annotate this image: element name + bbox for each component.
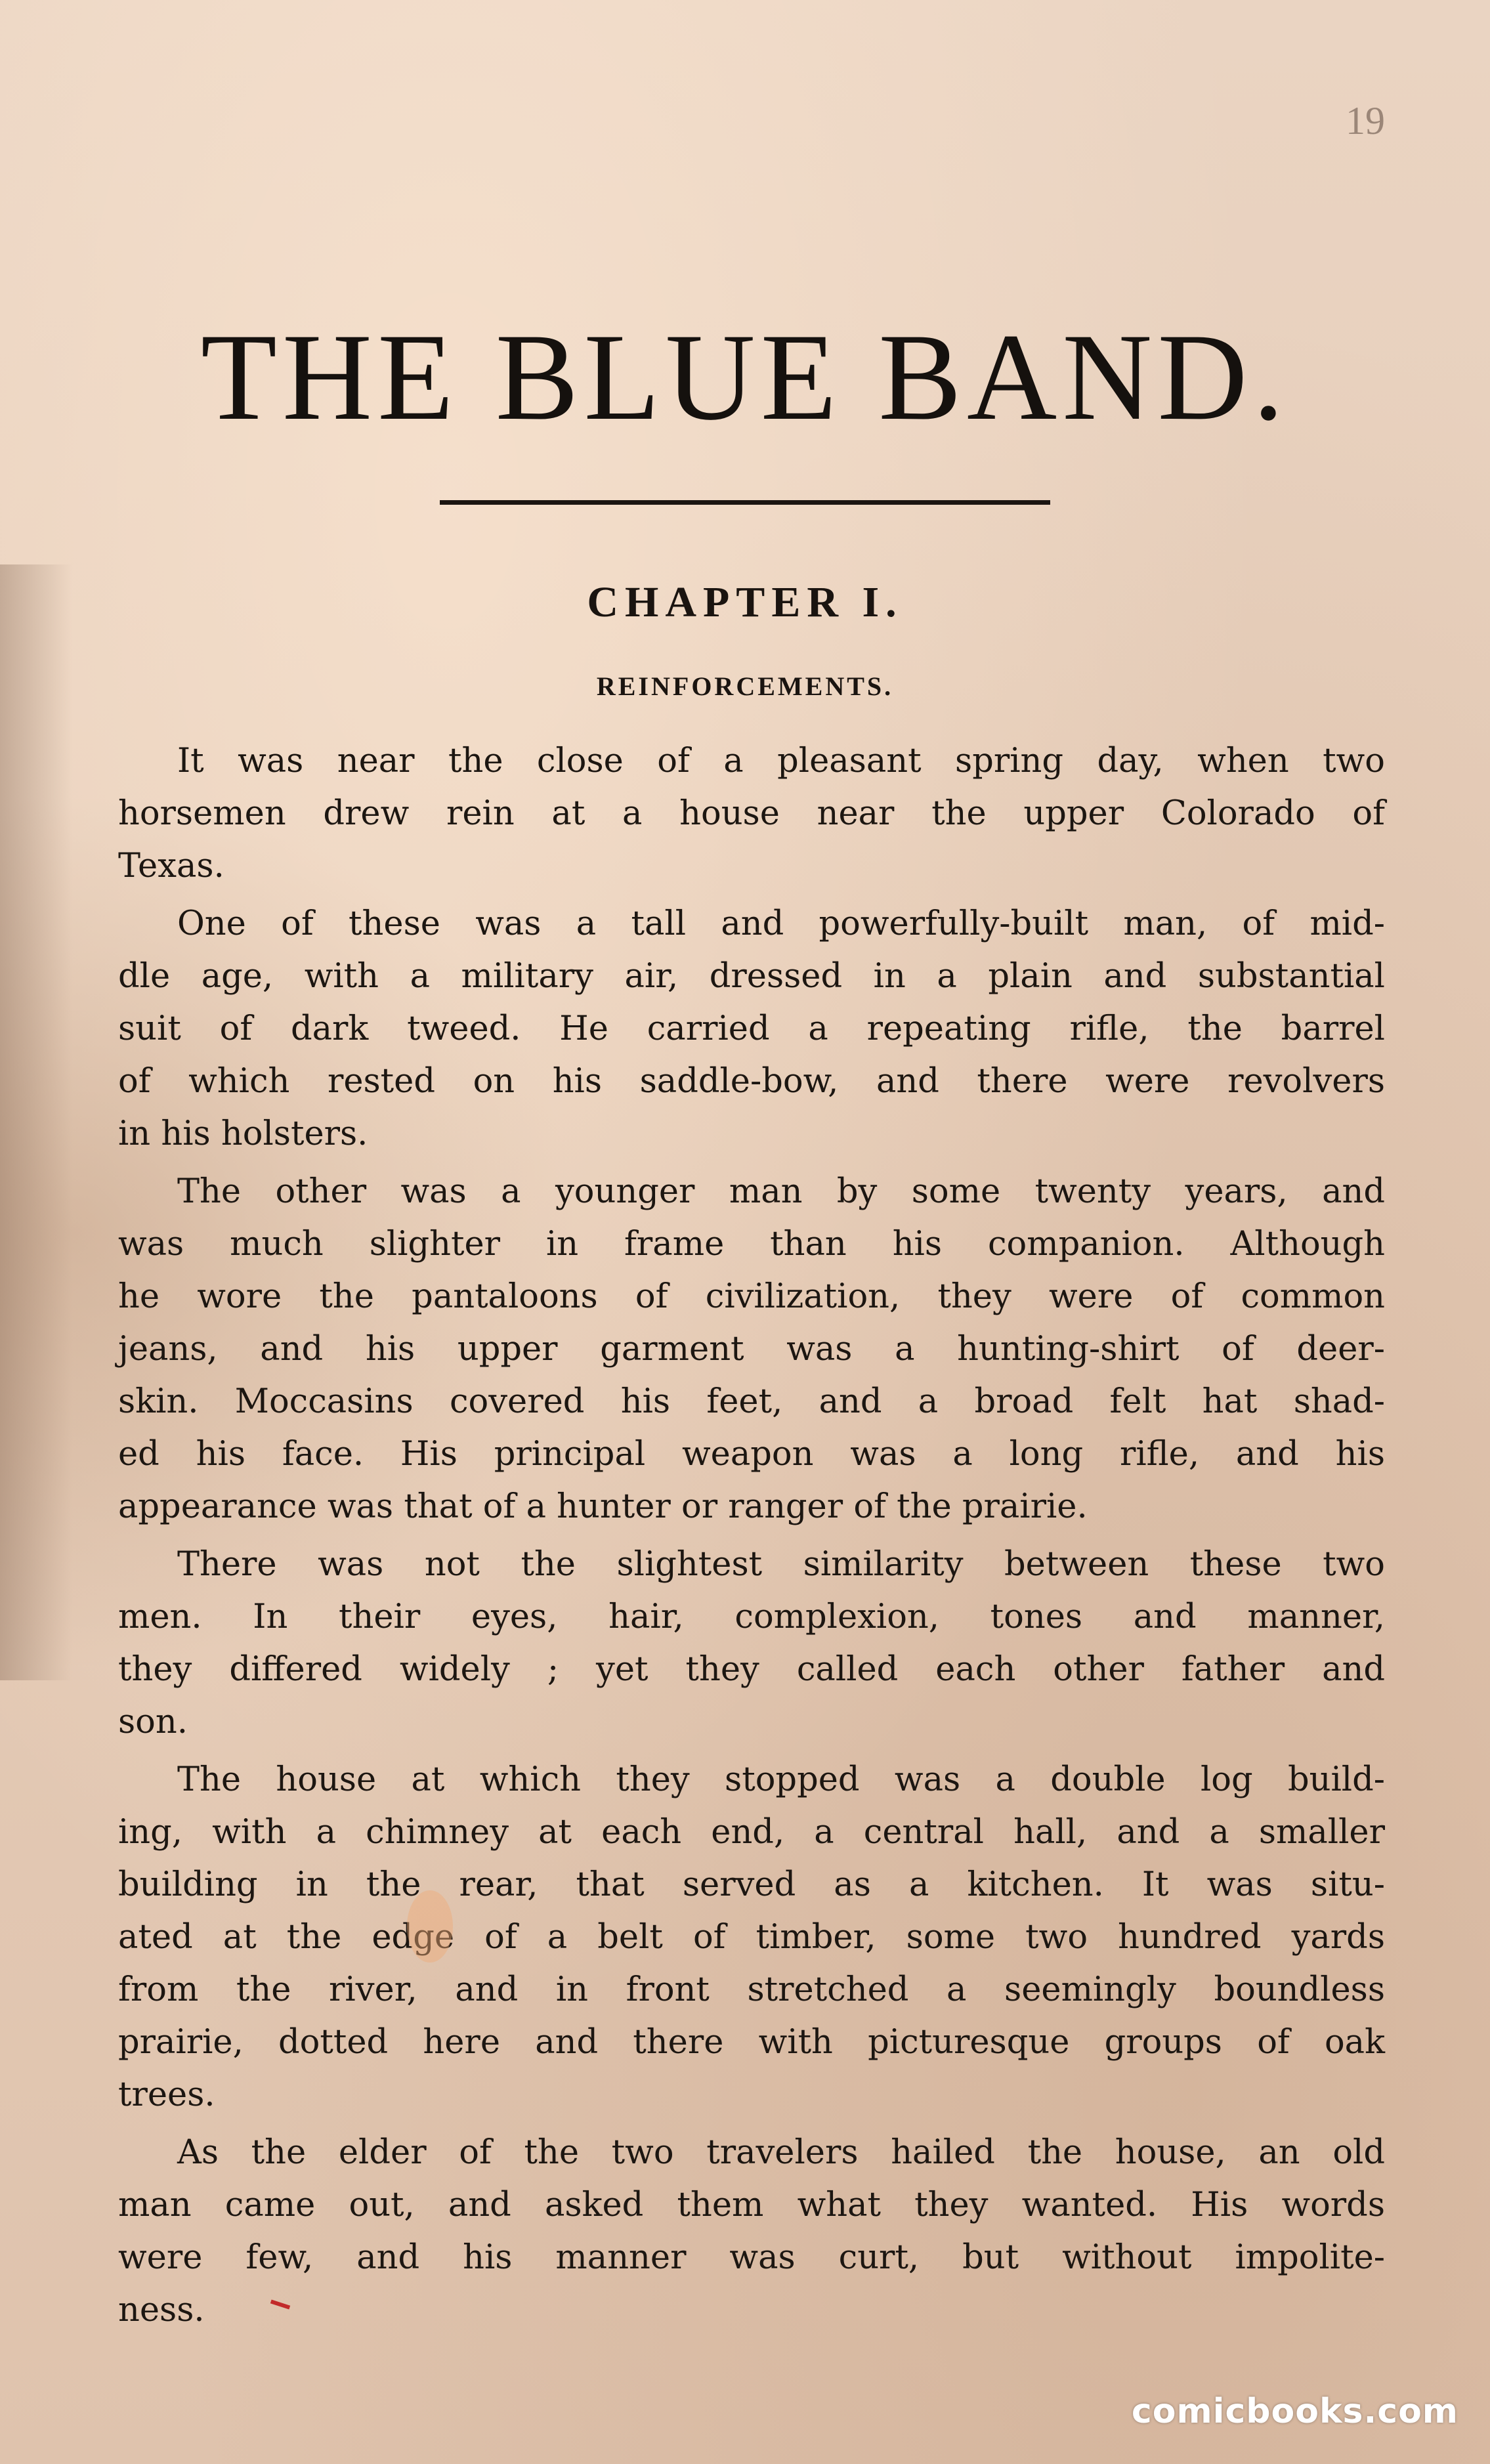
text-line: trees. (118, 2075, 215, 2114)
text-line: It was near the close of a pleasant spring day, when two (177, 742, 1385, 780)
book-title: THE BLUE BAND. (200, 308, 1290, 446)
text-line: he wore the pantaloons of civilization, they were of common (118, 1277, 1385, 1316)
text-line: skin. Moccasins covered his feet, and a broad felt hat shad- (118, 1382, 1385, 1421)
text-line: in his holsters. (118, 1115, 368, 1153)
text-line: men. In their eyes, hair, complexion, tones and manner, (118, 1598, 1385, 1636)
chapter-heading: CHAPTER I. (587, 578, 903, 626)
paragraph (118, 1166, 1385, 1533)
text-line: prairie, dotted here and there with picturesque groups of oak (118, 2023, 1385, 2062)
text-line: ed his face. His principal weapon was a long rifle, and his (118, 1435, 1385, 1474)
text-line: ing, with a chimney at each end, a central hall, and a smaller (118, 1813, 1385, 1852)
text-line: horsemen drew rein at a house near the upper Colorado of (118, 794, 1385, 833)
text-line: were few, and his manner was curt, but without impolite- (118, 2238, 1385, 2277)
text-line: man came out, and asked them what they wanted. His words (118, 2186, 1385, 2224)
text-line: dle age, with a military air, dressed in a plain and substantial (118, 957, 1385, 996)
text-line: ness. (118, 2291, 205, 2329)
title-rule-divider (440, 500, 1050, 505)
text-line: from the river, and in front stretched a seemingly boundless (118, 1970, 1385, 2009)
paragraph (118, 898, 1385, 1160)
page-number: 19 (1346, 99, 1385, 142)
body-text (118, 735, 1385, 2342)
text-line: appearance was that of a hunter or ranger of the prairie. (118, 1487, 1088, 1526)
text-line: was much slighter in frame than his companion. Although (118, 1225, 1385, 1264)
text-line: building in the rear, that served as a kitchen. It was situ- (118, 1865, 1385, 1904)
text-line: One of these was a tall and powerfully-built man, of mid- (177, 904, 1385, 943)
text-line: Texas. (118, 847, 224, 885)
paragraph (118, 1754, 1385, 2121)
text-line: of which rested on his saddle-bow, and there were revolvers (118, 1062, 1385, 1101)
paragraph (118, 1539, 1385, 1749)
text-line: As the elder of the two travelers hailed the house, an old (177, 2133, 1385, 2172)
text-line: they differed widely ; yet they called each other father and (118, 1650, 1385, 1689)
text-line: jeans, and his upper garment was a hunting-shirt of deer- (118, 1330, 1385, 1369)
paragraph (118, 735, 1385, 893)
paper-stain (407, 1890, 453, 1963)
text-line: There was not the slightest similarity between these two (177, 1545, 1385, 1584)
paragraph (118, 2127, 1385, 2337)
text-line: suit of dark tweed. He carried a repeating rifle, the barrel (118, 1009, 1385, 1048)
text-line: ated at the edge of a belt of timber, some two hundred yards (118, 1918, 1385, 1957)
page-edge-shadow (0, 564, 72, 1680)
text-line: son. (118, 1703, 188, 1741)
text-line: The house at which they stopped was a double log build- (177, 1760, 1385, 1799)
text-line: The other was a younger man by some twenty years, and (177, 1172, 1385, 1211)
watermark: comicbooks.com (1131, 2392, 1458, 2431)
chapter-subtitle: REINFORCEMENTS. (596, 671, 894, 701)
